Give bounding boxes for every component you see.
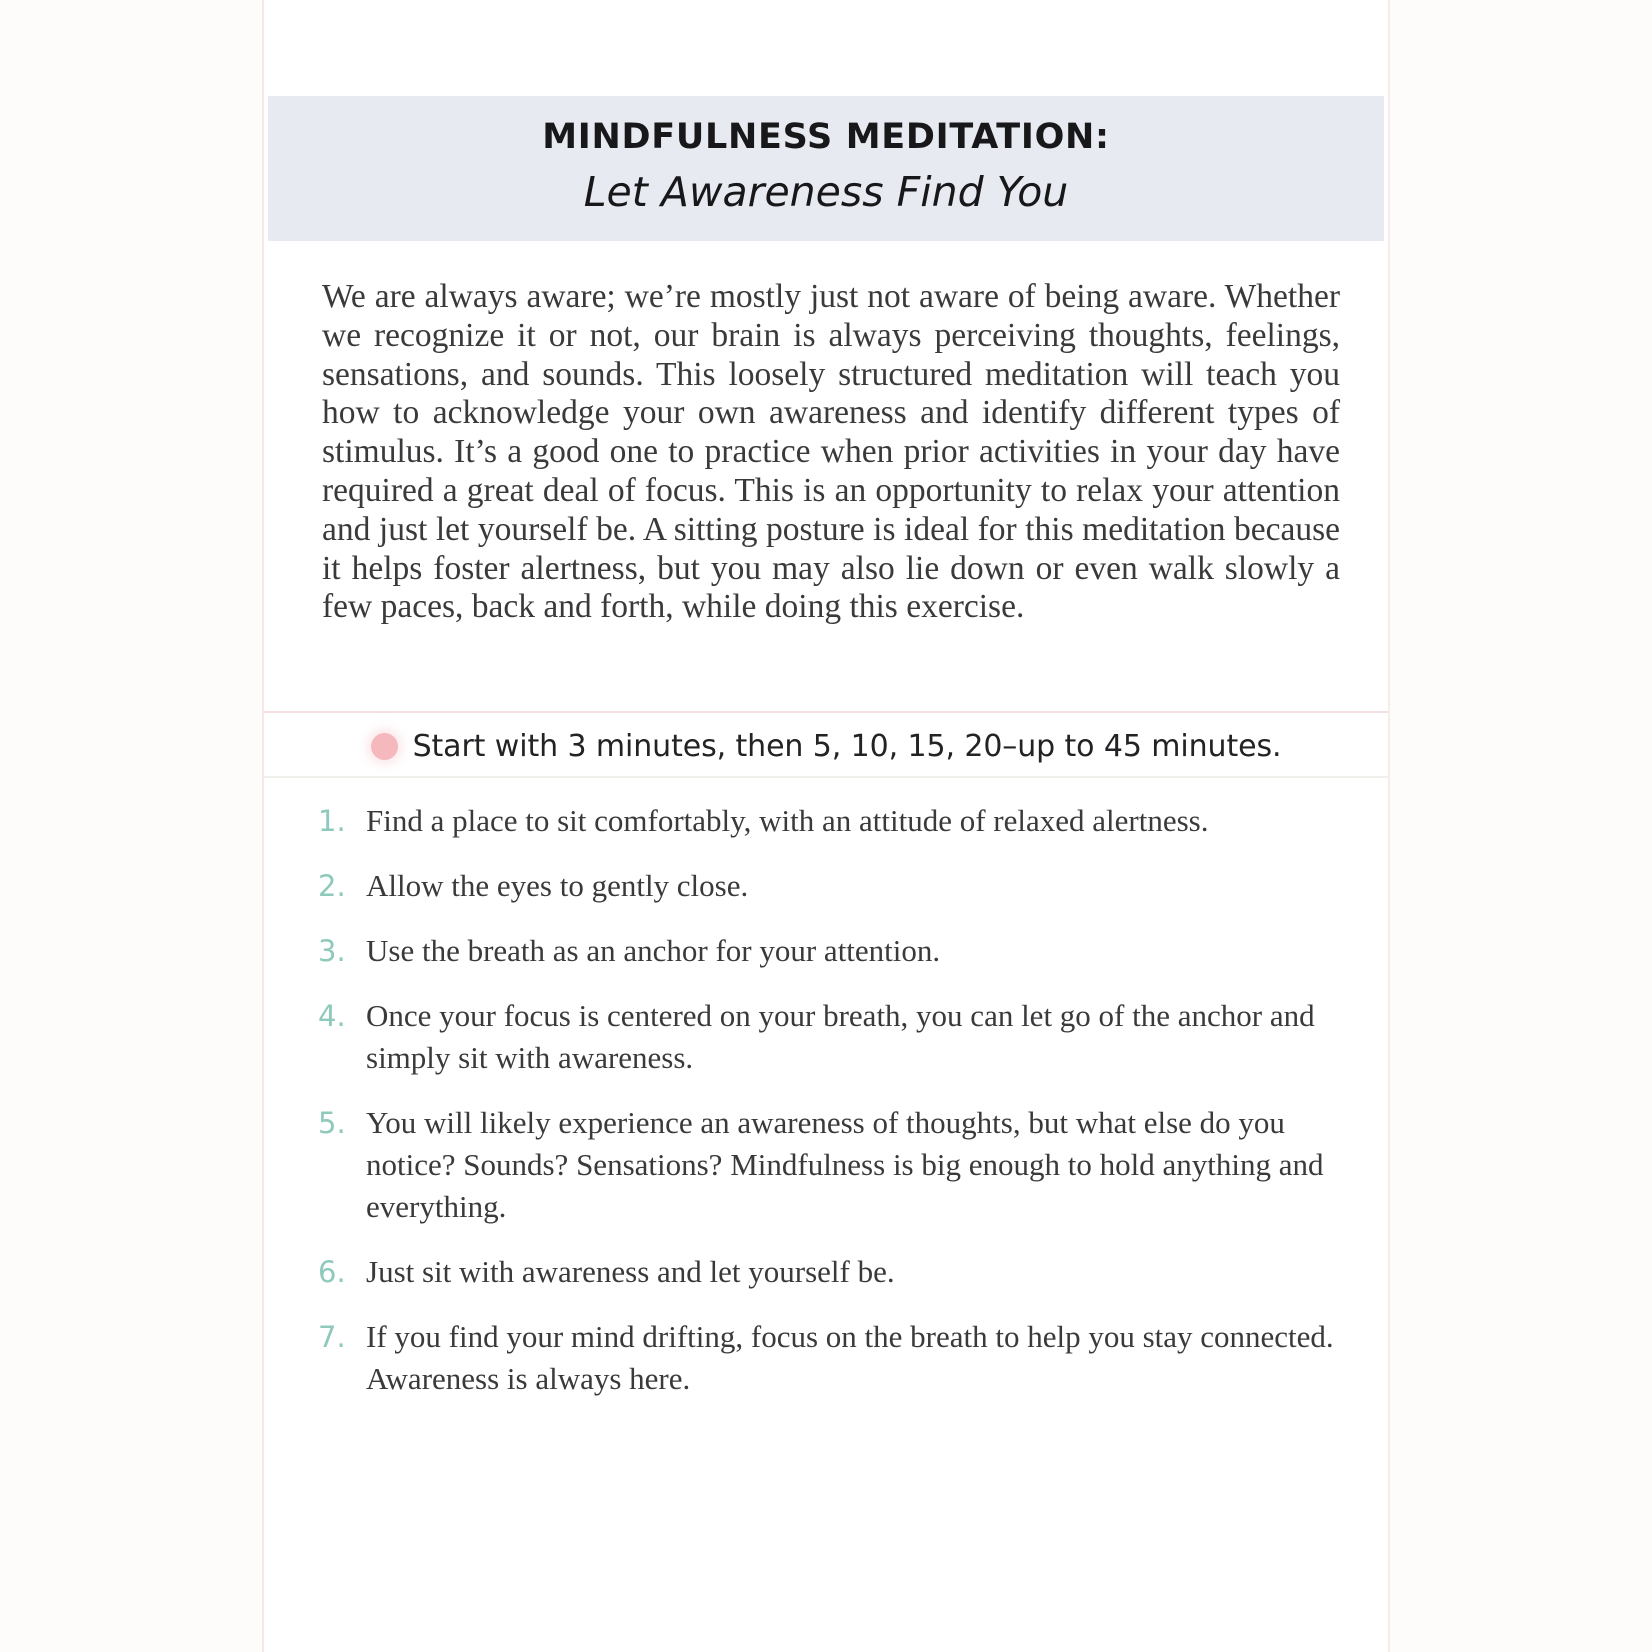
list-item [314, 1102, 1354, 1228]
duration-callout [264, 711, 1388, 778]
list-item [314, 995, 1354, 1079]
intro-section [322, 278, 1340, 627]
step-number: 3. [318, 934, 346, 968]
page-title-eyebrow: MINDFULNESS MEDITATION: [542, 117, 1110, 157]
step-text: Use the breath as an anchor for your attention. [366, 933, 941, 968]
duration-callout-text: Start with 3 minutes, then 5, 10, 15, 20–up to 45 minutes. [412, 729, 1282, 764]
step-text: Once your focus is centered on your breath, you can let go of the anchor and simply sit with awareness. [366, 998, 1315, 1075]
intro-paragraph: We are always aware; we’re mostly just not aware of being aware. Whether we recognize it or not, our brain is always perceiving thoughts, feelings, sensations, and sounds. This loosely structured meditation will teach you how to acknowledge your own awareness and identify different types of stimulus. It’s a good one to practice when prior activities in your day have required a great deal of focus. This is an opportunity to relax your attention and just let yourself be. A sitting posture is ideal for this meditation because it helps foster alertness, but you may also lie down or even walk slowly a few paces, back and forth, while doing this exercise. [322, 278, 1340, 626]
list-item [314, 930, 1354, 972]
duration-callout-inner [371, 729, 1282, 764]
step-text: You will likely experience an awareness of thoughts, but what else do you notice? Sounds? Sensations? Mindfulness is big enough to hold anything and everything. [366, 1105, 1324, 1224]
step-text: Allow the eyes to gently close. [366, 868, 749, 903]
step-number: 4. [318, 999, 346, 1033]
step-text: Just sit with awareness and let yourself be. [366, 1254, 895, 1289]
page-header-band [268, 96, 1384, 241]
step-number: 6. [318, 1255, 346, 1289]
step-text: Find a place to sit comfortably, with an attitude of relaxed alertness. [366, 803, 1209, 838]
step-text: If you find your mind drifting, focus on the breath to help you stay connected. Awareness is always here. [366, 1319, 1334, 1396]
page-title-subtitle: Let Awareness Find You [583, 168, 1069, 217]
document-page [262, 0, 1390, 1652]
list-item [314, 800, 1354, 842]
step-number: 5. [318, 1106, 346, 1140]
list-item [314, 1316, 1354, 1400]
step-number: 7. [318, 1320, 346, 1354]
step-number: 2. [318, 869, 346, 903]
step-number: 1. [318, 804, 346, 838]
list-item [314, 865, 1354, 907]
pink-dot-icon [371, 733, 398, 760]
steps-list [314, 800, 1354, 1423]
list-item [314, 1251, 1354, 1293]
